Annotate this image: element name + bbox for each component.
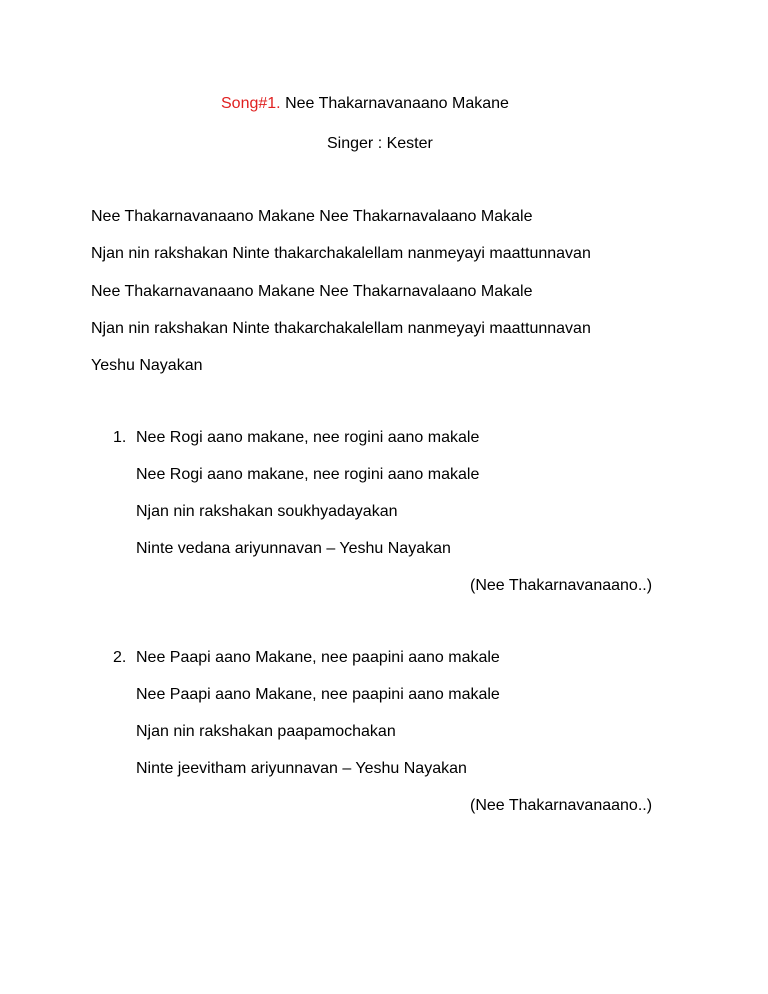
chorus-line: Nee Thakarnavanaano Makane Nee Thakarnavalaano Makale	[91, 208, 533, 225]
verse-number: 2.	[113, 649, 127, 666]
verse-number: 1.	[113, 429, 127, 446]
verse-line: Ninte jeevitham ariyunnavan – Yeshu Nayakan	[136, 760, 467, 777]
song-number: Song#1.	[221, 95, 281, 112]
verse-line: Nee Rogi aano makane, nee rogini aano makale	[136, 466, 480, 483]
chorus-line: Njan nin rakshakan Ninte thakarchakalellam nanmeyayi maattunnavan	[91, 245, 591, 262]
verse-line: Nee Paapi aano Makane, nee paapini aano makale	[136, 649, 500, 666]
verse-refrain: (Nee Thakarnavanaano..)	[470, 577, 653, 594]
verse-line: Nee Rogi aano makane, nee rogini aano makale	[136, 429, 480, 446]
chorus-line: Yeshu Nayakan	[91, 357, 203, 374]
verse-line: Njan nin rakshakan soukhyadayakan	[136, 503, 398, 520]
singer-line: Singer : Kester	[327, 135, 433, 152]
chorus-line: Nee Thakarnavanaano Makane Nee Thakarnavalaano Makale	[91, 283, 533, 300]
verse-refrain: (Nee Thakarnavanaano..)	[470, 797, 653, 814]
verse-line: Ninte vedana ariyunnavan – Yeshu Nayakan	[136, 540, 451, 557]
song-title-line	[0, 95, 768, 113]
song-title: Nee Thakarnavanaano Makane	[285, 95, 509, 112]
verse-line: Nee Paapi aano Makane, nee paapini aano makale	[136, 686, 500, 703]
chorus-line: Njan nin rakshakan Ninte thakarchakalellam nanmeyayi maattunnavan	[91, 320, 591, 337]
verse-line: Njan nin rakshakan paapamochakan	[136, 723, 396, 740]
